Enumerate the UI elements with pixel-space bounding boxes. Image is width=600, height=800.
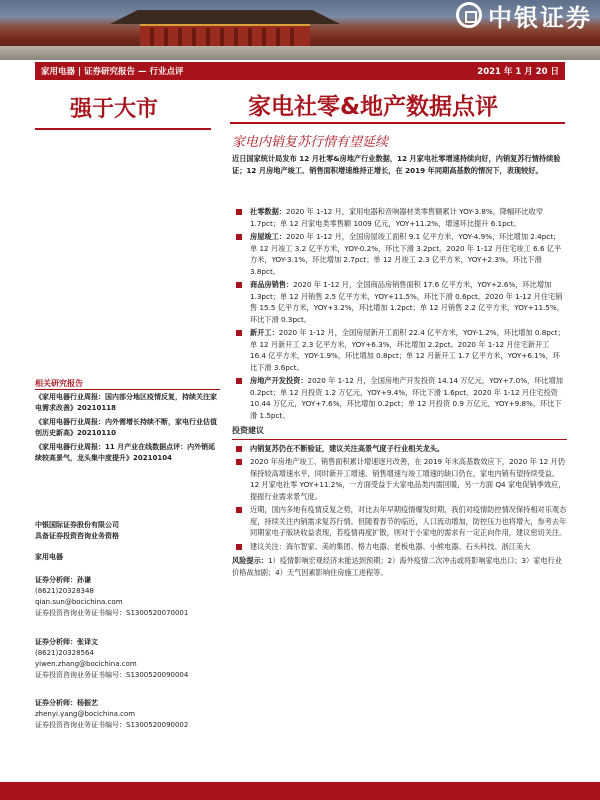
bullet-text: 2020 年 1-12 月，全国商品房销售面积 17.6 亿平方米，YOY+2.6%，环比增加 1.3pct；单 12 月销售 2.5 亿平方米，YOY+11.5%，环比下滑 0.6pct。2020 年 1-12 月住宅销售 15.5 亿平方米，YOY+3.2%，环比增加 1.2pct；单 12 月销售 2.2 亿平方米，YOY+11.5%，环比下滑 0.3pct。 [250,280,564,324]
analyst-phone: (8621)20328348 [35,587,94,595]
related-reports [35,378,220,389]
bullet-text: 2020 年 1-12 月，全国房屋新开工面积 22.4 亿平方米，YOY-1.2%，环比增加 0.8pct；单 12 月新开工 2.3 亿平方米，YOY+6.3%，环比增加 2.2pct。2020 年 1-12 月住宅新开工 16.4 亿平方米，YOY-1.9%，环比增加 0.8pct；单 12 月新开工 1.7 亿平方米，YOY+6.1%，环比下滑 3.6pct。 [250,328,565,372]
report-date: 2021 年 1 月 20 日 [477,67,559,77]
analyst-cert: 证券投资咨询业务证书编号：S1300520070001 [35,609,189,617]
bullet-square-icon [236,507,242,513]
related-report[interactable]: 《家用电器行业周报：内外需增长持续不断，家电行业估值创历史新高》20210110 [35,418,217,437]
invest-text: 近期，国内多地有疫情反复之势，对比去年早期疫情爆发时期，我们对疫情防控情况保持相对乐观态度，持续关注内销需求复苏行情。但随着春节的临近，人口流动增加，防控压力也将增大，参考去年同期家电子版块收益表现，若疫情再度扩散，则对于小家电的需求有一定正向作用，建议密切关注。 [250,505,567,537]
palace-roof-image [110,10,340,24]
invest-point-1 [232,443,567,455]
company-info [35,520,220,563]
invest-text: 建议关注：海尔智家、美的集团、格力电器、老板电器、小熊电器、石头科技、浙江美大 [250,541,531,551]
analyst-phone: (8621)20328564 [35,649,94,657]
related-heading: 相关研究报告 [35,379,83,388]
analyst-name: 杨振艺 [77,699,98,707]
bullet-text: 2020 年 1-12 月，全国房屋竣工面积 9.1 亿平方米，YOY-4.9%，环比增加 2.4pct；单 12 月竣工 3.2 亿平方米，YOY-0.2%，环比下滑 3.2pct。2020 年 1-12 月住宅竣工 6.6 亿平方米，YOY-3.1%，环比增加 2.7pct；单 12 月竣工 2.3 亿平方米，YOY+2.3%，环比下滑 3.8pct。 [250,232,562,276]
risk-warning [232,555,567,578]
bullet-retail [232,206,567,229]
analyst-role: 证券分析师： [35,638,77,646]
analyst-role: 证券分析师： [35,699,77,707]
bullet-text: 2020 年 1-12 月，家用电器和音响器材类零售额累计 YOY-3.8%，降幅环比收窄 1.7pct；单 12 月家电类零售额 1009 亿元，YOY+11.2%，增速环比提升 6.1pct。 [250,207,544,228]
analyst-email[interactable]: zhenyi.yang@bocichina.com [35,710,136,718]
invest-point-2 [232,456,567,502]
sector-name: 家用电器 [35,553,63,561]
bullet-label: 新开工： [250,328,279,337]
bullet-label: 房地产开发投资： [250,376,308,385]
analyst-1 [35,575,220,619]
bullet-sales [232,279,567,325]
related-report[interactable]: 《家用电器行业周报：11 月产业在线数据点评：内外销延续较高景气，龙头集中度提升》20210104 [35,443,216,462]
data-bullets [232,206,567,578]
title-divider [230,122,565,124]
analyst-3 [35,698,220,731]
report-category: 家用电器 | 证券研究报告 — 行业点评 [41,67,184,77]
header-banner [0,0,600,60]
report-title: 家电社零&地产数据点评 [248,94,499,120]
invest-divider [232,439,567,440]
related-list [35,392,220,464]
bullet-square-icon [236,282,242,288]
palace-pillars-image [150,28,300,46]
bullet-square-icon [236,234,242,240]
bullet-square-icon [236,459,242,465]
bullet-label: 商品房销售： [250,280,294,289]
rating-divider [35,128,211,130]
invest-point-3 [232,504,567,539]
risk-label: 风险提示： [232,556,268,565]
bullet-label: 房屋竣工： [250,232,286,241]
invest-heading: 投资建议 [232,426,264,435]
report-category-bar [35,62,565,80]
bullet-square-icon [236,378,242,384]
analyst-name: 孙谦 [77,576,91,584]
report-subtitle: 家电内销复苏行情有望延续 [232,135,389,150]
related-report[interactable]: 《家用电器行业周报：国内部分地区疫情反复，持续关注家电需求改善》20210118 [35,393,217,412]
analyst-email[interactable]: yiwen.zhang@bocichina.com [35,660,137,668]
analyst-2 [35,637,220,681]
invest-text: 内销复苏仍在不断验证，建议关注高景气度子行业相关龙头。 [250,443,445,453]
footer-bar [0,782,600,800]
palace-stairs-image [0,46,600,60]
bullet-new-starts [232,327,567,373]
bullet-label: 社零数据： [250,207,286,216]
bullet-square-icon [236,446,242,452]
industry-rating: 强于大市 [70,97,159,122]
invest-section [232,425,567,440]
bullet-square-icon [236,544,242,550]
company-name: 中银国际证券股份有限公司 具备证券投资咨询业务资格 [35,521,119,540]
risk-text: 1）疫情影响宏观经济未能达到预期；2）海外疫情二次冲击或将影响家电出口；3）家电行业价格战加剧；4）天气因素影响住房施工进程等。 [232,556,562,577]
analyst-name: 张译文 [77,638,98,646]
analyst-cert: 证券投资咨询业务证书编号：S1300520090002 [35,721,189,729]
analyst-cert: 证券投资咨询业务证书编号：S1300520090004 [35,671,189,679]
invest-point-4 [232,541,567,553]
bank-logo-icon [456,2,482,28]
bullet-square-icon [236,330,242,336]
related-divider [35,389,220,390]
bullet-square-icon [236,209,242,215]
bullet-investment [232,375,567,421]
summary-paragraph: 近日国家统计局发布 12 月社零&房地产行业数据，12 月家电社零增速持续向好，内销复苏行情持续验证；12 月房地产竣工、销售面积增速维持正增长，在 2019 年同期高基数的情况下，表现较好。 [232,154,561,175]
logo-text: 中银证券 [488,3,592,32]
brand-logo [456,0,592,30]
analyst-role: 证券分析师： [35,576,77,584]
bullet-completion [232,231,567,277]
invest-text: 2020 年房地产竣工、销售面积累计增速逐月改善，在 2019 年末高基数效应下，2020 年 12 月仍保持较高增速水平，同时新开工增速、销售增速与竣工增速的缺口仍在，家电内销有望持续受益。12 月家电社零 YOY+11.2%，一方面受益于大家电品类内需回暖，另一方面 Q4 家电促销季效应，提振行业需求景气度。 [250,457,566,501]
bullet-text: 2020 年 1-12 月，全国房地产开发投资 14.14 万亿元，YOY+7.0%，环比增加 0.2pct；单 12 月投资 1.2 万亿元，YOY+9.4%，环比下滑 1.6pct。2020 年 1-12 月住宅投资 10.44 万亿元，YOY+7.6%，环比增加 0.2pct；单 12 月投资 0.9 万亿元，YOY+9.8%，环比下滑 1.5pct。 [250,376,563,420]
analyst-email[interactable]: qian.sun@bocichina.com [35,598,123,606]
